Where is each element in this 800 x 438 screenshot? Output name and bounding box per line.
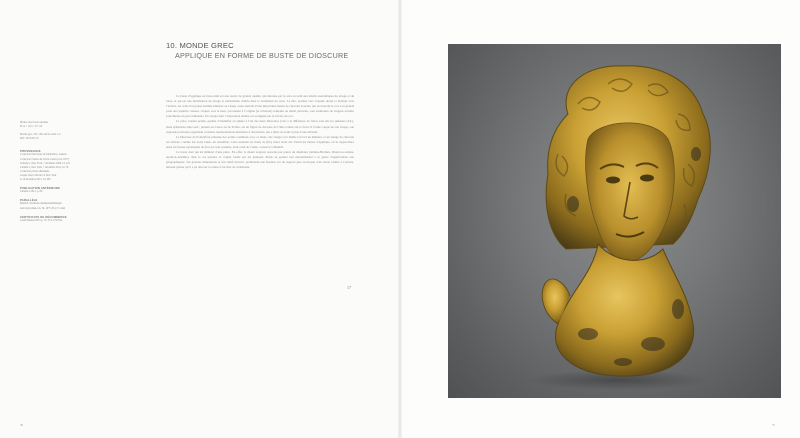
parallels-heading: PARALLÈLE <box>20 198 38 203</box>
provenance-heading: PROVENANCE <box>20 149 41 154</box>
provenance-line: Collection Charles & Claire Lomas (vers 1977) <box>20 157 70 161</box>
date: Monde grec, IVe - IIIe siècle avant J.-C. <box>20 133 62 137</box>
material: Bronze doré traces platines <box>20 121 49 124</box>
right-eye <box>640 175 654 182</box>
book-gutter <box>398 0 402 438</box>
provenance-line: Acquis chez Christie’s à New York <box>20 173 57 177</box>
entry-title-block <box>166 41 396 61</box>
bronze-bust-illustration <box>448 44 781 398</box>
publication-heading: PUBLICATION ANTÉRIEURE <box>20 186 60 191</box>
provenance-line: Collection Peter Kine de Montalicio, Genève <box>20 153 67 157</box>
body-paragraph: Ce buste d’applique en bois-relief est une œuvre de grande qualité, qui détonne par le soin accordé aux détails anatomiques du visage et du torse, et qui est une idéalisation du visage et naturalisme visible dans le traitement du torse. La tête, tournée vers l’épaule droite et inclinée vers l’arrière, est celle d’un jeune homme imberbe au visage ovale auréolé d’une importante masse de cheveux bouclés, qui recouvrent le cou. Les grands yeux aux pupilles creuses, cirques vers le haut, qui étaient à l’origine (et éclairent) remplies de métal précieux, sont surmontés de longues arcades sourcilières un peu tombantes. Un visage dont l’expression tendue est soulignée par le travers du cou. <box>166 94 354 119</box>
folio-right: 37 <box>772 423 775 427</box>
publication-line: Christie’s 2012, p. 86 <box>20 190 43 194</box>
parallels-line: Munich, Staatliche Antikensammlungen <box>20 202 62 206</box>
provenance-line: le 10 décembre 2013, lot 186 <box>20 178 51 182</box>
left-eye <box>606 177 620 184</box>
page-mark: 17 <box>347 285 351 290</box>
entry-number-title: 10. MONDE GREC <box>166 41 234 50</box>
provenance-line: Sotheby’s, New York, 7 décembre 2000, lot 125 <box>20 161 70 165</box>
bronze-bust-photo <box>448 44 781 398</box>
provenance-line: Christie’s, New York, 7 décembre 2012, lot 76 <box>20 165 69 169</box>
body-paragraph: La Dioscure de Pontnyfran présente des points communs avec ce buste, des visage et le même raccord un élément, et un frange de cheveux est relevée, comme sur notre buste, un ensemble. Cette statuette est datée de (fin) avant notre ère. Parmi les bustes d’applique, on le rapprochera aussi les bustes représentés de face par leur système, dont celui de l’Ams, conservé à Munich. <box>166 134 354 149</box>
catalog-sidebar <box>20 121 98 227</box>
folio-left: 36 <box>20 423 23 427</box>
body-paragraph: Le pilos, bonnet pointu, permet d’identifier en sphère à l’un des deux Dioscures (voir à la différence de frères sont nés les jumeaux (Lit.), mais symbolisé entre eux : présent au Castor ou de Pollux, est un figuré de chevaux de l’âme tolérés sur le front. Il forme couple de son visage, son expression rêveuse rappellent certaines représentations idéalisées d’Alexandre, qui a pilés ses traits à plus d’une divinité. <box>166 119 354 134</box>
reference: Réf.: 2013.001.01 <box>20 137 39 141</box>
body-paragraph: Ce buste doré qui ait élément d’une pièce. En effet, le disent toujours associés par paires du dénidaire (Athéna-Hermès, Dionysos-Ariane, Apollon-Artémis), dans le cas présent, le couple formé par les jumeaux divins au permet tres naturellement à ce genre d’applications aux géographiques. Ses grandes dimensions et son relief incurvé, permettent une fixation sur un support plat au moyen d’un tenon visible à l’arrière, laissent penser qu’il a pu décorer la caisse d’un char de cérémonie. <box>166 150 354 170</box>
dimensions: H.12 × l.8,5 × P.7 cm <box>20 125 43 129</box>
entry-subtitle: APPLIQUE EN FORME DE BUSTE DE DIOSCURE <box>175 51 349 60</box>
technical-heading: CERTIFICATS DE DÉCOMMERCE <box>20 214 67 219</box>
entry-body-text <box>166 94 354 170</box>
technical-line: Crédit Mutuel 2013 p. 70, TCL 179 Fine <box>20 218 63 222</box>
parallels-line: und Glyptothek, inv. SL 1975, B, 217-1444 <box>20 206 65 210</box>
provenance-line: Collection privée allemande <box>20 169 50 173</box>
